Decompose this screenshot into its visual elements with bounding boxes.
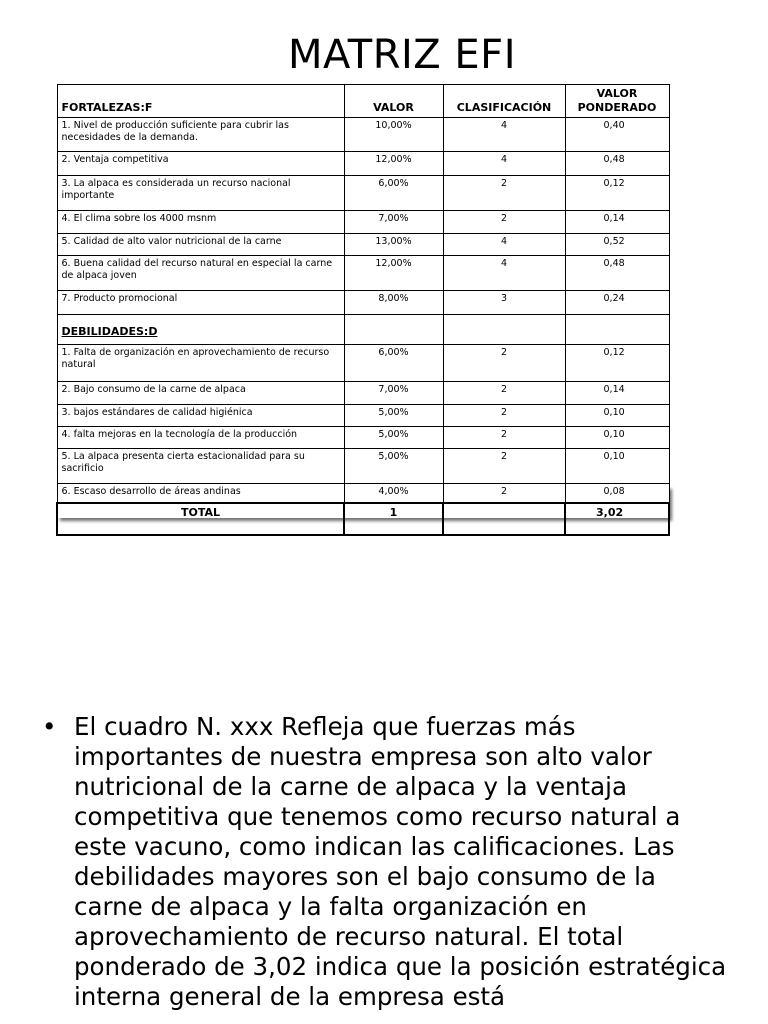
factor-cell: 2. Ventaja competitiva <box>57 151 344 175</box>
analysis-bullets <box>42 712 732 1012</box>
valor-cell: 10,00% <box>344 117 443 151</box>
factor-cell: 6. Escaso desarrollo de áreas andinas <box>57 483 344 503</box>
debilidades-section-row <box>57 314 669 344</box>
valor-cell: 5,00% <box>344 426 443 448</box>
clasificacion-cell: 2 <box>443 344 565 381</box>
clasificacion-cell: 2 <box>443 483 565 503</box>
valor-cell: 6,00% <box>344 175 443 210</box>
bullet-text: El cuadro N. xxx Refleja que fuerzas más importantes de nuestra empresa son alto valor nutricional de la carne de alpaca y la ventaja competitiva que tenemos como recurso natural a este vacuno, como indican las calificaciones. Las debilidades mayores son el bajo consumo de la carne de alpaca y la falta organización en aprovechamiento de recurso natural. El total ponderado de 3,02 indica que la posición estratégica interna general de la empresa está <box>74 712 727 1011</box>
valor-cell: 12,00% <box>344 151 443 175</box>
valor-cell: 6,00% <box>344 344 443 381</box>
valor-ponderado-cell: 0,08 <box>565 483 669 503</box>
bullet-dot-icon: • <box>42 712 57 741</box>
factor-cell: 1. Falta de organización en aprovechamiento de recurso natural <box>57 344 344 381</box>
header-fortalezas: FORTALEZAS:F <box>57 85 344 118</box>
valor-cell: 12,00% <box>344 255 443 290</box>
valor-cell: 7,00% <box>344 381 443 404</box>
clasificacion-cell: 2 <box>443 448 565 483</box>
total-row <box>57 503 669 535</box>
total-clasificacion <box>443 503 565 535</box>
empty-cell <box>443 314 565 344</box>
total-label: TOTAL <box>57 503 344 535</box>
clasificacion-cell: 4 <box>443 117 565 151</box>
valor-cell: 5,00% <box>344 404 443 426</box>
table-row <box>57 233 669 255</box>
clasificacion-cell: 4 <box>443 151 565 175</box>
bullet-item <box>42 712 732 1012</box>
empty-cell <box>344 314 443 344</box>
factor-cell: 5. Calidad de alto valor nutricional de la carne <box>57 233 344 255</box>
clasificacion-cell: 2 <box>443 381 565 404</box>
factor-cell: 4. El clima sobre los 4000 msnm <box>57 210 344 233</box>
valor-ponderado-cell: 0,48 <box>565 151 669 175</box>
clasificacion-cell: 3 <box>443 290 565 314</box>
valor-ponderado-cell: 0,10 <box>565 426 669 448</box>
valor-ponderado-cell: 0,52 <box>565 233 669 255</box>
header-clasificacion: CLASIFICACIÓN <box>443 85 565 118</box>
valor-ponderado-cell: 0,14 <box>565 381 669 404</box>
valor-cell: 13,00% <box>344 233 443 255</box>
debilidades-heading: DEBILIDADES:D <box>57 314 344 344</box>
valor-ponderado-cell: 0,10 <box>565 448 669 483</box>
clasificacion-cell: 2 <box>443 426 565 448</box>
valor-cell: 7,00% <box>344 210 443 233</box>
clasificacion-cell: 2 <box>443 175 565 210</box>
header-valor: VALOR <box>344 85 443 118</box>
table-row <box>57 210 669 233</box>
table-row <box>57 483 669 503</box>
total-valor: 1 <box>344 503 443 535</box>
factor-cell: 6. Buena calidad del recurso natural en especial la carne de alpaca joven <box>57 255 344 290</box>
table-row <box>57 426 669 448</box>
valor-ponderado-cell: 0,48 <box>565 255 669 290</box>
table-row <box>57 381 669 404</box>
table-row <box>57 151 669 175</box>
valor-cell: 4,00% <box>344 483 443 503</box>
total-valor-ponderado: 3,02 <box>565 503 669 535</box>
table-row <box>57 117 669 151</box>
clasificacion-cell: 2 <box>443 210 565 233</box>
table-row <box>57 448 669 483</box>
valor-ponderado-cell: 0,14 <box>565 210 669 233</box>
clasificacion-cell: 4 <box>443 233 565 255</box>
factor-cell: 5. La alpaca presenta cierta estacionalidad para su sacrificio <box>57 448 344 483</box>
factor-cell: 3. La alpaca es considerada un recurso nacional importante <box>57 175 344 210</box>
header-valor-ponderado: VALOR PONDERADO <box>565 85 669 118</box>
factor-cell: 4. falta mejoras en la tecnología de la producción <box>57 426 344 448</box>
factor-cell: 3. bajos estándares de calidad higiénica <box>57 404 344 426</box>
valor-cell: 8,00% <box>344 290 443 314</box>
factor-cell: 7. Producto promocional <box>57 290 344 314</box>
table-header-row <box>57 85 669 118</box>
efi-matrix-table <box>56 84 670 536</box>
table-row <box>57 175 669 210</box>
valor-ponderado-cell: 0,12 <box>565 344 669 381</box>
table-row <box>57 344 669 381</box>
valor-ponderado-cell: 0,24 <box>565 290 669 314</box>
clasificacion-cell: 4 <box>443 255 565 290</box>
valor-ponderado-cell: 0,40 <box>565 117 669 151</box>
table-row <box>57 255 669 290</box>
factor-cell: 2. Bajo consumo de la carne de alpaca <box>57 381 344 404</box>
valor-cell: 5,00% <box>344 448 443 483</box>
slide-title: MATRIZ EFI <box>288 32 516 78</box>
clasificacion-cell: 2 <box>443 404 565 426</box>
valor-ponderado-cell: 0,12 <box>565 175 669 210</box>
table-row <box>57 290 669 314</box>
valor-ponderado-cell: 0,10 <box>565 404 669 426</box>
factor-cell: 1. Nivel de producción suficiente para cubrir las necesidades de la demanda. <box>57 117 344 151</box>
empty-cell <box>565 314 669 344</box>
table-row <box>57 404 669 426</box>
